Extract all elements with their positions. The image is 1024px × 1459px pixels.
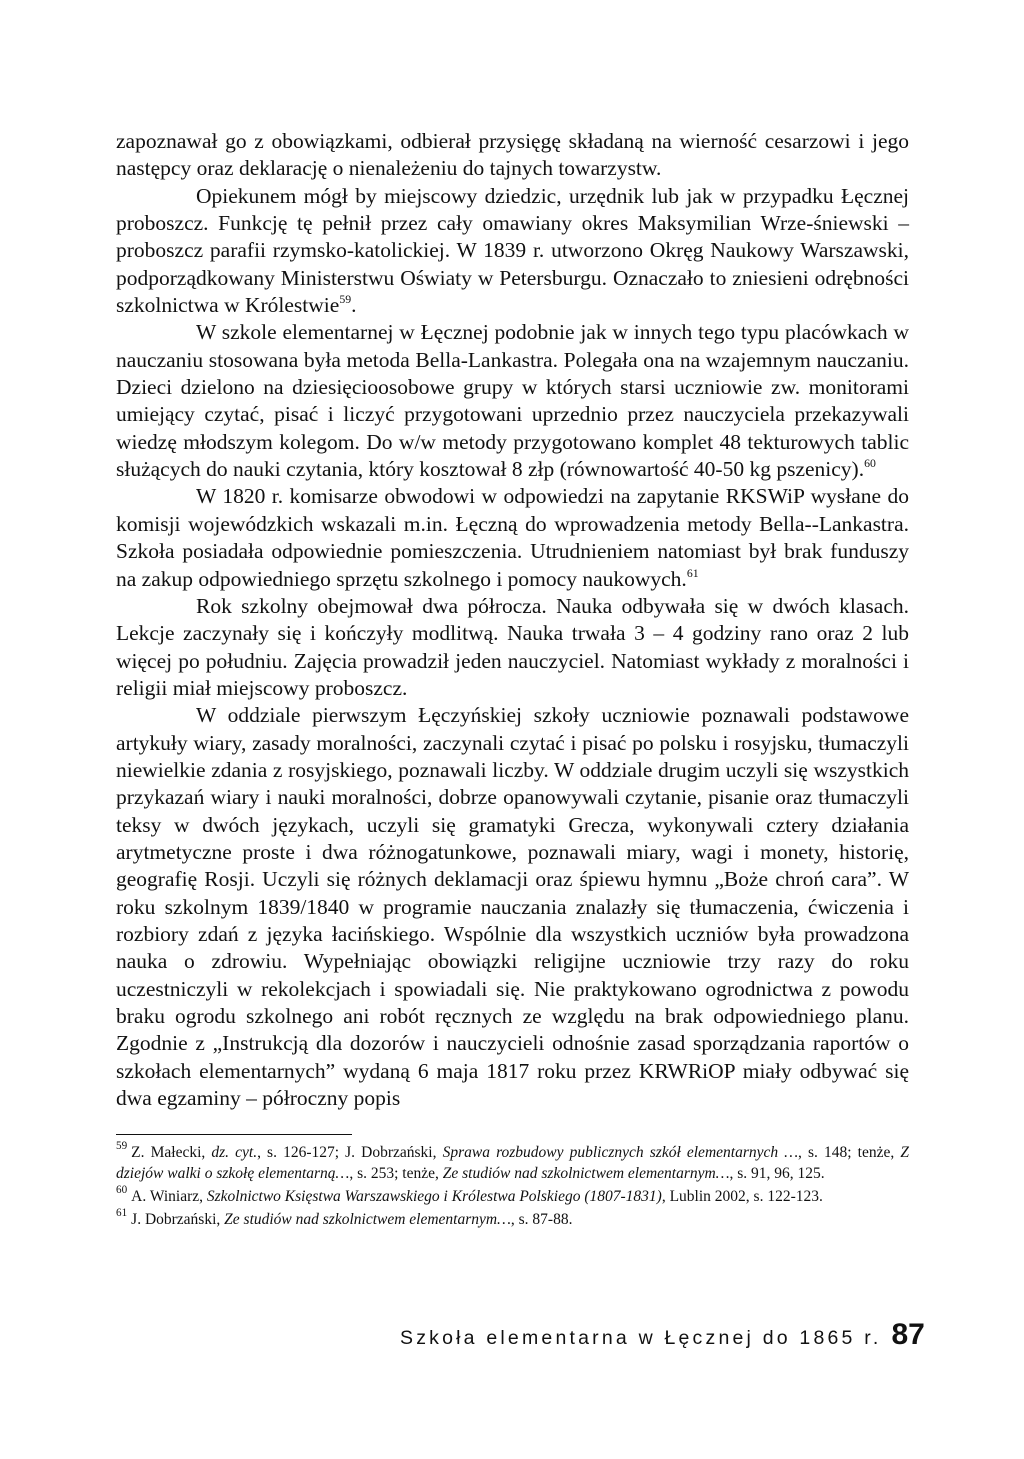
page-number: 87 (891, 1318, 925, 1351)
footnote-title: dz. cyt. (211, 1144, 258, 1161)
paragraph-6 (116, 702, 909, 1112)
footnote-text: A. Winiarz, (131, 1188, 207, 1205)
paragraph-6-text: W oddziale pierwszym Łęczyńskiej szkoły uczniowie poznawali podstawowe artykuły wiary, zasady moralności, zaczynali czytać i pisać po polsku i rosyjsku, tłumaczyli niewielkie zdania z rosyjskiego, poznawali liczby. W oddziale drugim uczyli się wszystkich przykazań wiary i nauki moralności, dobrze opanowywali czytanie, pisanie oraz tłumaczyli teksy w dwóch językach, uczyli się gramatyki Grecza, wykonywali cztery działania arytmetyczne proste i dwa różnogatunkowe, poznawali miary, wagi i monety, historię, geografię Rosji. Uczyli się różnych deklamacji oraz śpiewu hymnu „Boże chroń cara”. W roku szkolnym 1839/1840 w programie nauczania znalazły się tłumaczenia, ćwiczenia i rozbiory zdań z języka łacińskiego. Wspólnie dla wszystkich uczniów była prowadzona nauka o zdrowiu. Wypełniając obowiązki religijne uczniowie trzy razy do roku uczestniczyli w rekolekcjach i spowiadali się. Nie praktykowano ogrodnictwa z powodu braku ogrodu szkolnego ani robót ręcznych ze względu na brak odpowiedniego planu. Zgodnie z „Instrukcją dla dozorów i nauczycieli odnośnie zasad sporządzania raportów o szkołach elementarnych” wydaną 6 maja 1817 roku przez KRWRiOP miały odbywać się dwa egzaminy – półroczny popis (116, 703, 909, 1111)
footnote-title: Ze studiów nad szkolnictwem elementarnym… (224, 1211, 511, 1228)
footnote-60 (116, 1186, 909, 1207)
page-footer (400, 1318, 925, 1358)
footnote-ref-60[interactable]: 60 (864, 456, 876, 471)
footnote-text: , s. 91, 96, 125. (729, 1165, 825, 1182)
paragraph-3 (116, 319, 909, 483)
running-title: Szkoła elementarna w Łęcznej do 1865 r. (400, 1327, 882, 1349)
footnote-number: 60 (116, 1184, 128, 1197)
paragraph-2-text: Opiekunem mógł by miejscowy dziedzic, urzędnik lub jak w przypadku Łęcznej proboszcz. Funkcję tę pełnił przez cały omawiany okres Maksymilian Wrze-śniewski – proboszcz parafii rzymsko-katolickiej. W 1839 r. utworzono Okręg Naukowy Warszawski, podporządkowany Ministerstwu Oświaty w Petersburgu. Oznaczało to zniesieni odrębności szkolnictwa w Królestwie (116, 183, 909, 318)
footnote-number: 61 (116, 1207, 128, 1220)
footnote-divider (116, 1134, 352, 1135)
footnote-text: , s. 126-127; J. Dobrzański, (257, 1144, 443, 1161)
body-text (116, 128, 909, 1112)
footnote-text: J. Dobrzański, (131, 1211, 225, 1228)
footnote-text: , s. 87-88. (510, 1211, 573, 1228)
footnote-title: Ze studiów nad szkolnictwem elementarnym… (442, 1165, 730, 1182)
footnote-title: Sprawa rozbudowy publicznych szkół elementarnych … (442, 1144, 798, 1161)
paragraph-2 (116, 183, 909, 320)
paragraph-4-text: W 1820 r. komisarze obwodowi w odpowiedzi na zapytanie RKSWiP wysłane do komisji wojewódzkich wskazali m.in. Łęczną do wprowadzenia metody Bella--Lankastra. Szkoła posiadała odpowiednie pomieszczenia. Utrudnieniem natomiast był brak funduszy na zakup odpowiedniego sprzętu szkolnego i pomocy naukowych. (116, 484, 909, 591)
footnote-title: Z dziejów walki o szkołę elementarną… (116, 1144, 909, 1182)
footnote-61 (116, 1209, 909, 1230)
footnote-ref-61[interactable]: 61 (686, 565, 699, 580)
footnote-text: , s. 253; tenże, (349, 1165, 443, 1182)
footnote-text: , Lublin 2002, s. 122-123. (661, 1188, 823, 1205)
footnote-text: Z. Małecki, (131, 1144, 212, 1161)
footnote-text: , s. 148; tenże, (798, 1144, 901, 1161)
paragraph-5-text: Rok szkolny obejmował dwa półrocza. Nauka odbywała się w dwóch klasach. Lekcje zaczynały się i kończyły modlitwą. Nauka trwała 3 – 4 godziny rano oraz 2 lub więcej po południu. Zajęcia prowadził jeden nauczyciel. Natomiast wykłady z moralności i religii miał miejscowy proboszcz. (116, 593, 909, 700)
footnote-ref-59[interactable]: 59 (339, 292, 352, 307)
paragraph-1 (116, 128, 909, 183)
paragraph-2-tail: . (351, 293, 357, 318)
footnote-title: Szkolnictwo Księstwa Warszawskiego i Królestwa Polskiego (1807-1831) (206, 1188, 662, 1205)
footnotes (116, 1142, 909, 1232)
paragraph-5 (116, 593, 909, 702)
paragraph-4 (116, 483, 909, 592)
paragraph-3-text: W szkole elementarnej w Łęcznej podobnie jak w innych tego typu placówkach w nauczaniu stosowana była metoda Bella-Lankastra. Polegała ona na wzajemnym nauczaniu. Dzieci dzielono na dziesięcioosobowe grupy w których starsi uczniowie zw. monitorami umiejący czytać, pisać i liczyć przygotowani uprzednio przez nauczyciela przekazywali wiedzę młodszym kolegom. Do w/w metody przygotowano komplet 48 tekturowych tablic służących do nauki czytania, który kosztował 8 złp (równowartość 40-50 kg pszenicy). (116, 320, 909, 482)
footnote-59 (116, 1142, 909, 1184)
footnote-number: 59 (116, 1140, 128, 1153)
paragraph-1-text: zapoznawał go z obowiązkami, odbierał przysięgę składaną na wierność cesarzowi i jego następcy oraz deklarację o nienależeniu do tajnych towarzystw. (116, 129, 909, 181)
